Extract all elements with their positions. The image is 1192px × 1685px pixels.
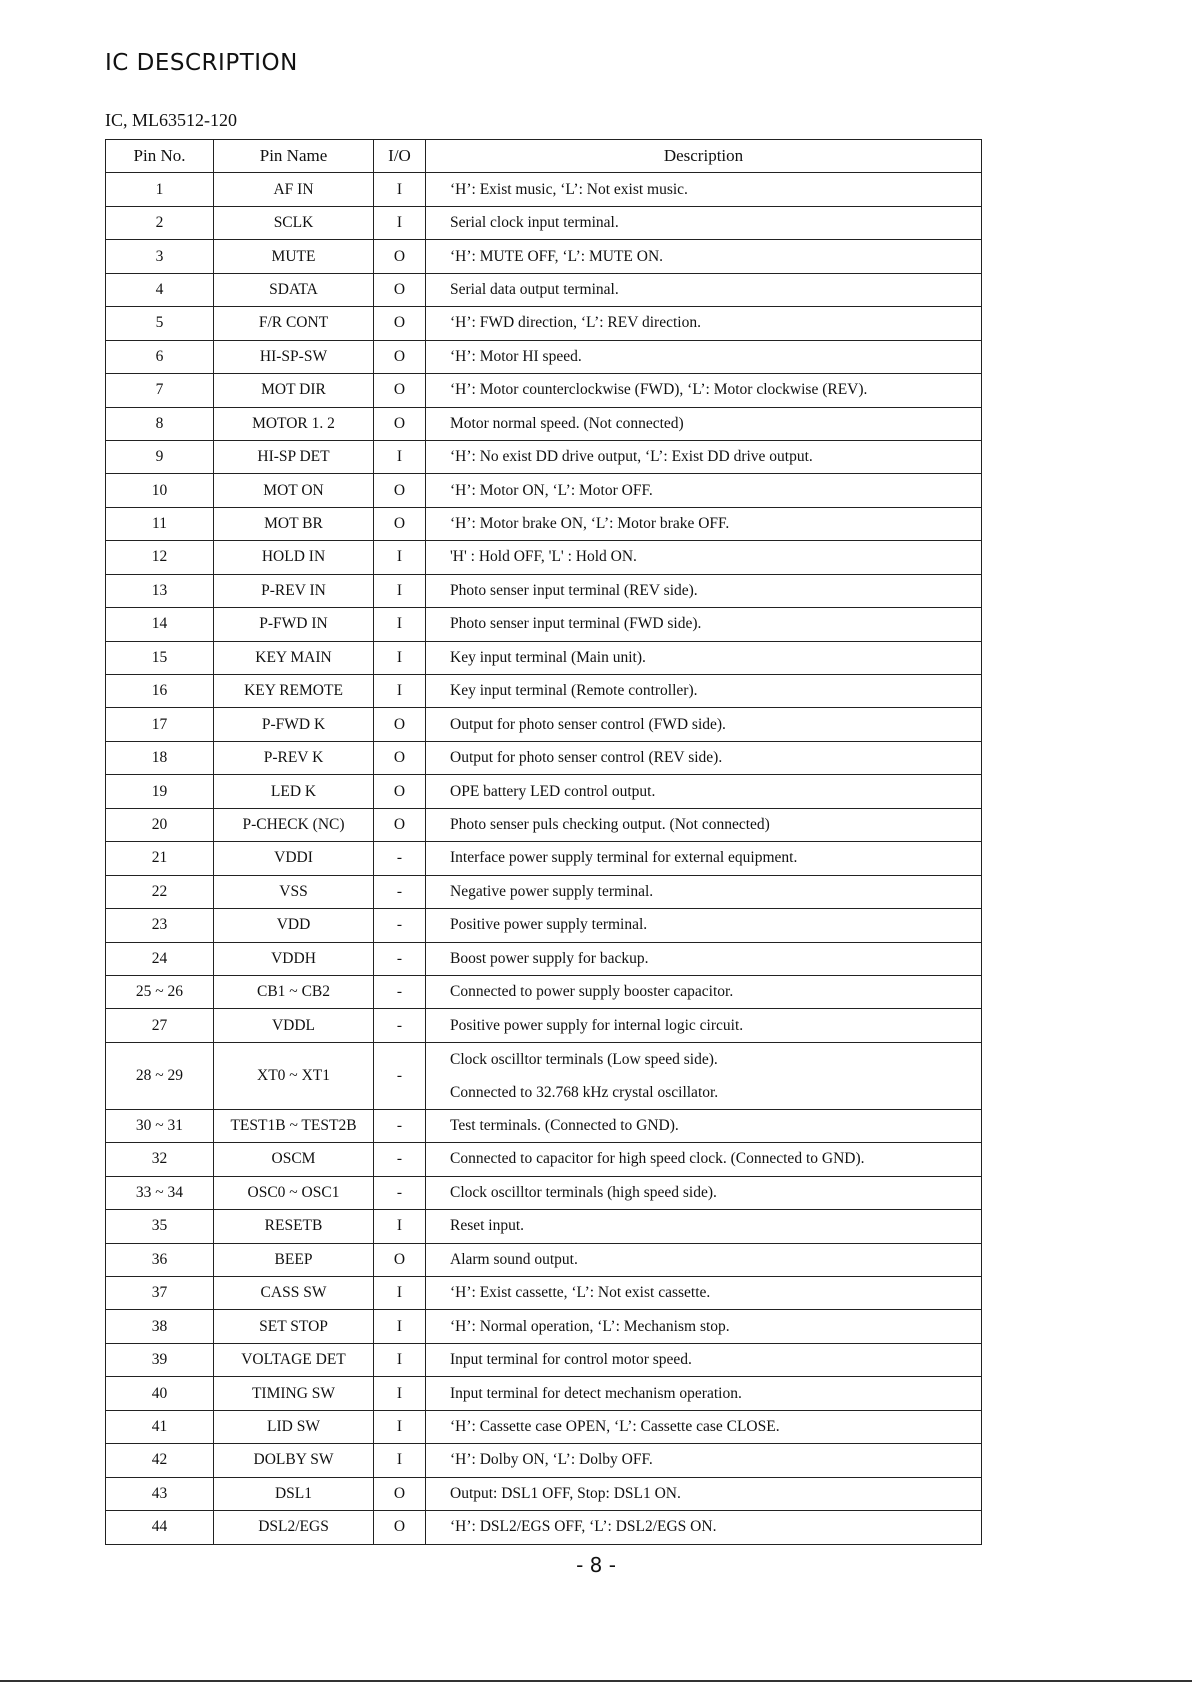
pin-io-cell: I (374, 574, 426, 607)
pin-description-cell: ‘H’: Normal operation, ‘L’: Mechanism stop. (426, 1310, 982, 1343)
header-description: Description (426, 140, 982, 173)
pin-io-cell: I (374, 541, 426, 574)
pin-rows (106, 173, 982, 1544)
pin-io-cell: - (374, 1009, 426, 1042)
pin-io-cell: I (374, 1310, 426, 1343)
pin-number-cell: 12 (106, 541, 214, 574)
pin-name-cell: VDD (214, 909, 374, 942)
pin-name-cell: XT0 ~ XT1 (214, 1042, 374, 1109)
pin-name-cell: P-CHECK (NC) (214, 808, 374, 841)
pin-number-cell: 17 (106, 708, 214, 741)
pin-number-cell: 42 (106, 1444, 214, 1477)
table-row (106, 1042, 982, 1109)
pin-description-cell: Photo senser input terminal (FWD side). (426, 608, 982, 641)
pin-io-cell: - (374, 1109, 426, 1142)
header-pin-no: Pin No. (106, 140, 214, 173)
pin-name-cell: P-FWD K (214, 708, 374, 741)
pin-name-cell: CB1 ~ CB2 (214, 975, 374, 1008)
table-row (106, 1343, 982, 1376)
pin-description-cell (426, 1042, 982, 1109)
pin-number-cell: 33 ~ 34 (106, 1176, 214, 1209)
pin-io-cell: - (374, 1042, 426, 1109)
pin-io-cell: - (374, 975, 426, 1008)
table-row (106, 1377, 982, 1410)
pin-name-cell: MOTOR 1. 2 (214, 407, 374, 440)
pin-number-cell: 24 (106, 942, 214, 975)
pin-description-cell: ‘H’: MUTE OFF, ‘L’: MUTE ON. (426, 240, 982, 273)
pin-name-cell: SCLK (214, 206, 374, 239)
pin-number-cell: 5 (106, 307, 214, 340)
pin-number-cell: 27 (106, 1009, 214, 1042)
pin-io-cell: O (374, 507, 426, 540)
pin-name-cell: TIMING SW (214, 1377, 374, 1410)
table-row (106, 842, 982, 875)
pin-name-cell: LID SW (214, 1410, 374, 1443)
pin-description-cell: ‘H’: Motor counterclockwise (FWD), ‘L’: Motor clockwise (REV). (426, 374, 982, 407)
pin-description-cell: Output for photo senser control (FWD side). (426, 708, 982, 741)
table-row (106, 240, 982, 273)
pin-name-cell: F/R CONT (214, 307, 374, 340)
pin-description-cell: Photo senser puls checking output. (Not connected) (426, 808, 982, 841)
pin-io-cell: O (374, 374, 426, 407)
pin-number-cell: 6 (106, 340, 214, 373)
pin-io-cell: I (374, 1444, 426, 1477)
pin-description-cell: ‘H’: Dolby ON, ‘L’: Dolby OFF. (426, 1444, 982, 1477)
description-line: Clock oscilltor terminals (Low speed side). (450, 1050, 718, 1068)
pin-description-cell: Interface power supply terminal for external equipment. (426, 842, 982, 875)
pin-description-cell: ‘H’: Exist cassette, ‘L’: Not exist cassette. (426, 1277, 982, 1310)
table-row (106, 407, 982, 440)
pin-number-cell: 32 (106, 1143, 214, 1176)
pin-number-cell: 23 (106, 909, 214, 942)
pin-io-cell: O (374, 1243, 426, 1276)
pin-description-cell: Output: DSL1 OFF, Stop: DSL1 ON. (426, 1477, 982, 1510)
pin-io-cell: I (374, 1277, 426, 1310)
pin-name-cell: DOLBY SW (214, 1444, 374, 1477)
pin-name-cell: MOT DIR (214, 374, 374, 407)
pin-number-cell: 21 (106, 842, 214, 875)
pin-name-cell: VOLTAGE DET (214, 1343, 374, 1376)
pin-description-cell: OPE battery LED control output. (426, 775, 982, 808)
pin-number-cell: 1 (106, 173, 214, 206)
pin-io-cell: O (374, 240, 426, 273)
pin-io-cell: O (374, 1511, 426, 1544)
pin-name-cell: SDATA (214, 273, 374, 306)
pin-description-cell: Connected to power supply booster capacitor. (426, 975, 982, 1008)
pin-description-cell: Motor normal speed. (Not connected) (426, 407, 982, 440)
pin-number-cell: 15 (106, 641, 214, 674)
pin-io-cell: O (374, 1477, 426, 1510)
pin-name-cell: MUTE (214, 240, 374, 273)
pin-io-cell: - (374, 942, 426, 975)
ic-part-label: IC, ML63512-120 (105, 110, 237, 130)
pin-name-cell: VDDH (214, 942, 374, 975)
pin-number-cell: 28 ~ 29 (106, 1042, 214, 1109)
pin-description-cell: ‘H’: Exist music, ‘L’: Not exist music. (426, 173, 982, 206)
pin-io-cell: O (374, 407, 426, 440)
pin-number-cell: 37 (106, 1277, 214, 1310)
pin-description-cell: Key input terminal (Remote controller). (426, 675, 982, 708)
table-row (106, 708, 982, 741)
pin-description-cell: ‘H’: DSL2/EGS OFF, ‘L’: DSL2/EGS ON. (426, 1511, 982, 1544)
pin-io-cell: I (374, 641, 426, 674)
pin-name-cell: SET STOP (214, 1310, 374, 1343)
pin-number-cell: 36 (106, 1243, 214, 1276)
pin-number-cell: 43 (106, 1477, 214, 1510)
pin-number-cell: 10 (106, 474, 214, 507)
pin-description-cell: ‘H’: Cassette case OPEN, ‘L’: Cassette case CLOSE. (426, 1410, 982, 1443)
pin-number-cell: 18 (106, 741, 214, 774)
pin-name-cell: AF IN (214, 173, 374, 206)
pin-name-cell: BEEP (214, 1243, 374, 1276)
pin-io-cell: - (374, 1176, 426, 1209)
pin-name-cell: OSC0 ~ OSC1 (214, 1176, 374, 1209)
pin-io-cell: O (374, 474, 426, 507)
pin-description-cell: ‘H’: Motor brake ON, ‘L’: Motor brake OFF. (426, 507, 982, 540)
pin-description-cell: Negative power supply terminal. (426, 875, 982, 908)
pin-io-cell: O (374, 708, 426, 741)
pin-name-cell: HOLD IN (214, 541, 374, 574)
pin-number-cell: 4 (106, 273, 214, 306)
table-row (106, 273, 982, 306)
table-row (106, 909, 982, 942)
page-title: IC DESCRIPTION (105, 50, 298, 76)
pin-description-cell: Photo senser input terminal (REV side). (426, 574, 982, 607)
pin-io-cell: - (374, 842, 426, 875)
pin-description-cell: Boost power supply for backup. (426, 942, 982, 975)
pin-name-cell: DSL1 (214, 1477, 374, 1510)
table-row (106, 474, 982, 507)
pin-description-cell: ‘H’: FWD direction, ‘L’: REV direction. (426, 307, 982, 340)
pin-name-cell: HI-SP-SW (214, 340, 374, 373)
pin-description-cell: Input terminal for control motor speed. (426, 1343, 982, 1376)
pin-io-cell: O (374, 741, 426, 774)
pin-name-cell: CASS SW (214, 1277, 374, 1310)
pin-number-cell: 9 (106, 440, 214, 473)
table-row (106, 307, 982, 340)
pin-number-cell: 16 (106, 675, 214, 708)
table-row (106, 1444, 982, 1477)
table-row (106, 1109, 982, 1142)
pin-name-cell: P-FWD IN (214, 608, 374, 641)
pin-number-cell: 13 (106, 574, 214, 607)
pin-description-cell: Alarm sound output. (426, 1243, 982, 1276)
pin-io-cell: I (374, 206, 426, 239)
table-row (106, 173, 982, 206)
table-row (106, 608, 982, 641)
pin-description-cell: ‘H’: Motor ON, ‘L’: Motor OFF. (426, 474, 982, 507)
pin-io-cell: O (374, 273, 426, 306)
pin-io-cell: I (374, 440, 426, 473)
table-row (106, 1243, 982, 1276)
table-row (106, 641, 982, 674)
description-line: Connected to 32.768 kHz crystal oscillator. (450, 1083, 719, 1101)
table-row (106, 541, 982, 574)
header-pin-name: Pin Name (214, 140, 374, 173)
pin-io-cell: I (374, 1410, 426, 1443)
table-row (106, 374, 982, 407)
table-row (106, 1009, 982, 1042)
pin-description-cell: Test terminals. (Connected to GND). (426, 1109, 982, 1142)
pin-name-cell: KEY MAIN (214, 641, 374, 674)
pin-name-cell: DSL2/EGS (214, 1511, 374, 1544)
pin-io-cell: O (374, 808, 426, 841)
pin-description-cell: Output for photo senser control (REV side). (426, 741, 982, 774)
pin-description-cell: Key input terminal (Main unit). (426, 641, 982, 674)
table-row (106, 206, 982, 239)
pin-name-cell: VDDI (214, 842, 374, 875)
pin-number-cell: 3 (106, 240, 214, 273)
table-row (106, 440, 982, 473)
pin-number-cell: 20 (106, 808, 214, 841)
pin-number-cell: 44 (106, 1511, 214, 1544)
pin-number-cell: 22 (106, 875, 214, 908)
pin-io-cell: O (374, 775, 426, 808)
pin-description-table (105, 139, 982, 1545)
table-row (106, 975, 982, 1008)
pin-name-cell: KEY REMOTE (214, 675, 374, 708)
pin-description-cell: Serial data output terminal. (426, 273, 982, 306)
pin-io-cell: I (374, 1343, 426, 1376)
table-row (106, 675, 982, 708)
table-row (106, 1176, 982, 1209)
pin-number-cell: 30 ~ 31 (106, 1109, 214, 1142)
pin-number-cell: 25 ~ 26 (106, 975, 214, 1008)
pin-description-cell: ‘H’: No exist DD drive output, ‘L’: Exist DD drive output. (426, 440, 982, 473)
table-row (106, 1511, 982, 1544)
pin-io-cell: O (374, 307, 426, 340)
pin-number-cell: 41 (106, 1410, 214, 1443)
table-row (106, 1477, 982, 1510)
pin-number-cell: 2 (106, 206, 214, 239)
pin-description-cell: Input terminal for detect mechanism operation. (426, 1377, 982, 1410)
pin-description-cell: Positive power supply for internal logic circuit. (426, 1009, 982, 1042)
table-row (106, 942, 982, 975)
pin-name-cell: TEST1B ~ TEST2B (214, 1109, 374, 1142)
table-row (106, 875, 982, 908)
page-number: - 8 - (576, 1553, 616, 1577)
pin-io-cell: I (374, 675, 426, 708)
pin-name-cell: LED K (214, 775, 374, 808)
table-row (106, 1410, 982, 1443)
pin-number-cell: 7 (106, 374, 214, 407)
pin-description-cell: Serial clock input terminal. (426, 206, 982, 239)
pin-name-cell: HI-SP DET (214, 440, 374, 473)
pin-description-cell: Clock oscilltor terminals (high speed side). (426, 1176, 982, 1209)
pin-name-cell: OSCM (214, 1143, 374, 1176)
pin-name-cell: MOT ON (214, 474, 374, 507)
pin-number-cell: 35 (106, 1210, 214, 1243)
table-row (106, 507, 982, 540)
pin-io-cell: I (374, 173, 426, 206)
pin-io-cell: I (374, 1210, 426, 1243)
table-row (106, 340, 982, 373)
pin-io-cell: - (374, 1143, 426, 1176)
header-io: I/O (374, 140, 426, 173)
pin-description-cell: Reset input. (426, 1210, 982, 1243)
table-row (106, 775, 982, 808)
pin-name-cell: MOT BR (214, 507, 374, 540)
pin-name-cell: P-REV K (214, 741, 374, 774)
pin-name-cell: VDDL (214, 1009, 374, 1042)
table-row (106, 741, 982, 774)
pin-number-cell: 14 (106, 608, 214, 641)
pin-number-cell: 19 (106, 775, 214, 808)
pin-number-cell: 11 (106, 507, 214, 540)
table-header-row (106, 140, 982, 173)
pin-description-cell: 'H' : Hold OFF, 'L' : Hold ON. (426, 541, 982, 574)
pin-number-cell: 40 (106, 1377, 214, 1410)
table-row (106, 1210, 982, 1243)
pin-number-cell: 39 (106, 1343, 214, 1376)
pin-name-cell: P-REV IN (214, 574, 374, 607)
table-row (106, 808, 982, 841)
pin-description-cell: Connected to capacitor for high speed clock. (Connected to GND). (426, 1143, 982, 1176)
pin-number-cell: 8 (106, 407, 214, 440)
pin-io-cell: I (374, 1377, 426, 1410)
table-row (106, 1310, 982, 1343)
table-row (106, 574, 982, 607)
pin-number-cell: 38 (106, 1310, 214, 1343)
pin-io-cell: - (374, 909, 426, 942)
pin-io-cell: - (374, 875, 426, 908)
table-row (106, 1277, 982, 1310)
pin-description-cell: ‘H’: Motor HI speed. (426, 340, 982, 373)
pin-name-cell: RESETB (214, 1210, 374, 1243)
pin-name-cell: VSS (214, 875, 374, 908)
bottom-rule (0, 1680, 1192, 1682)
pin-io-cell: O (374, 340, 426, 373)
pin-io-cell: I (374, 608, 426, 641)
pin-description-cell: Positive power supply terminal. (426, 909, 982, 942)
table-row (106, 1143, 982, 1176)
